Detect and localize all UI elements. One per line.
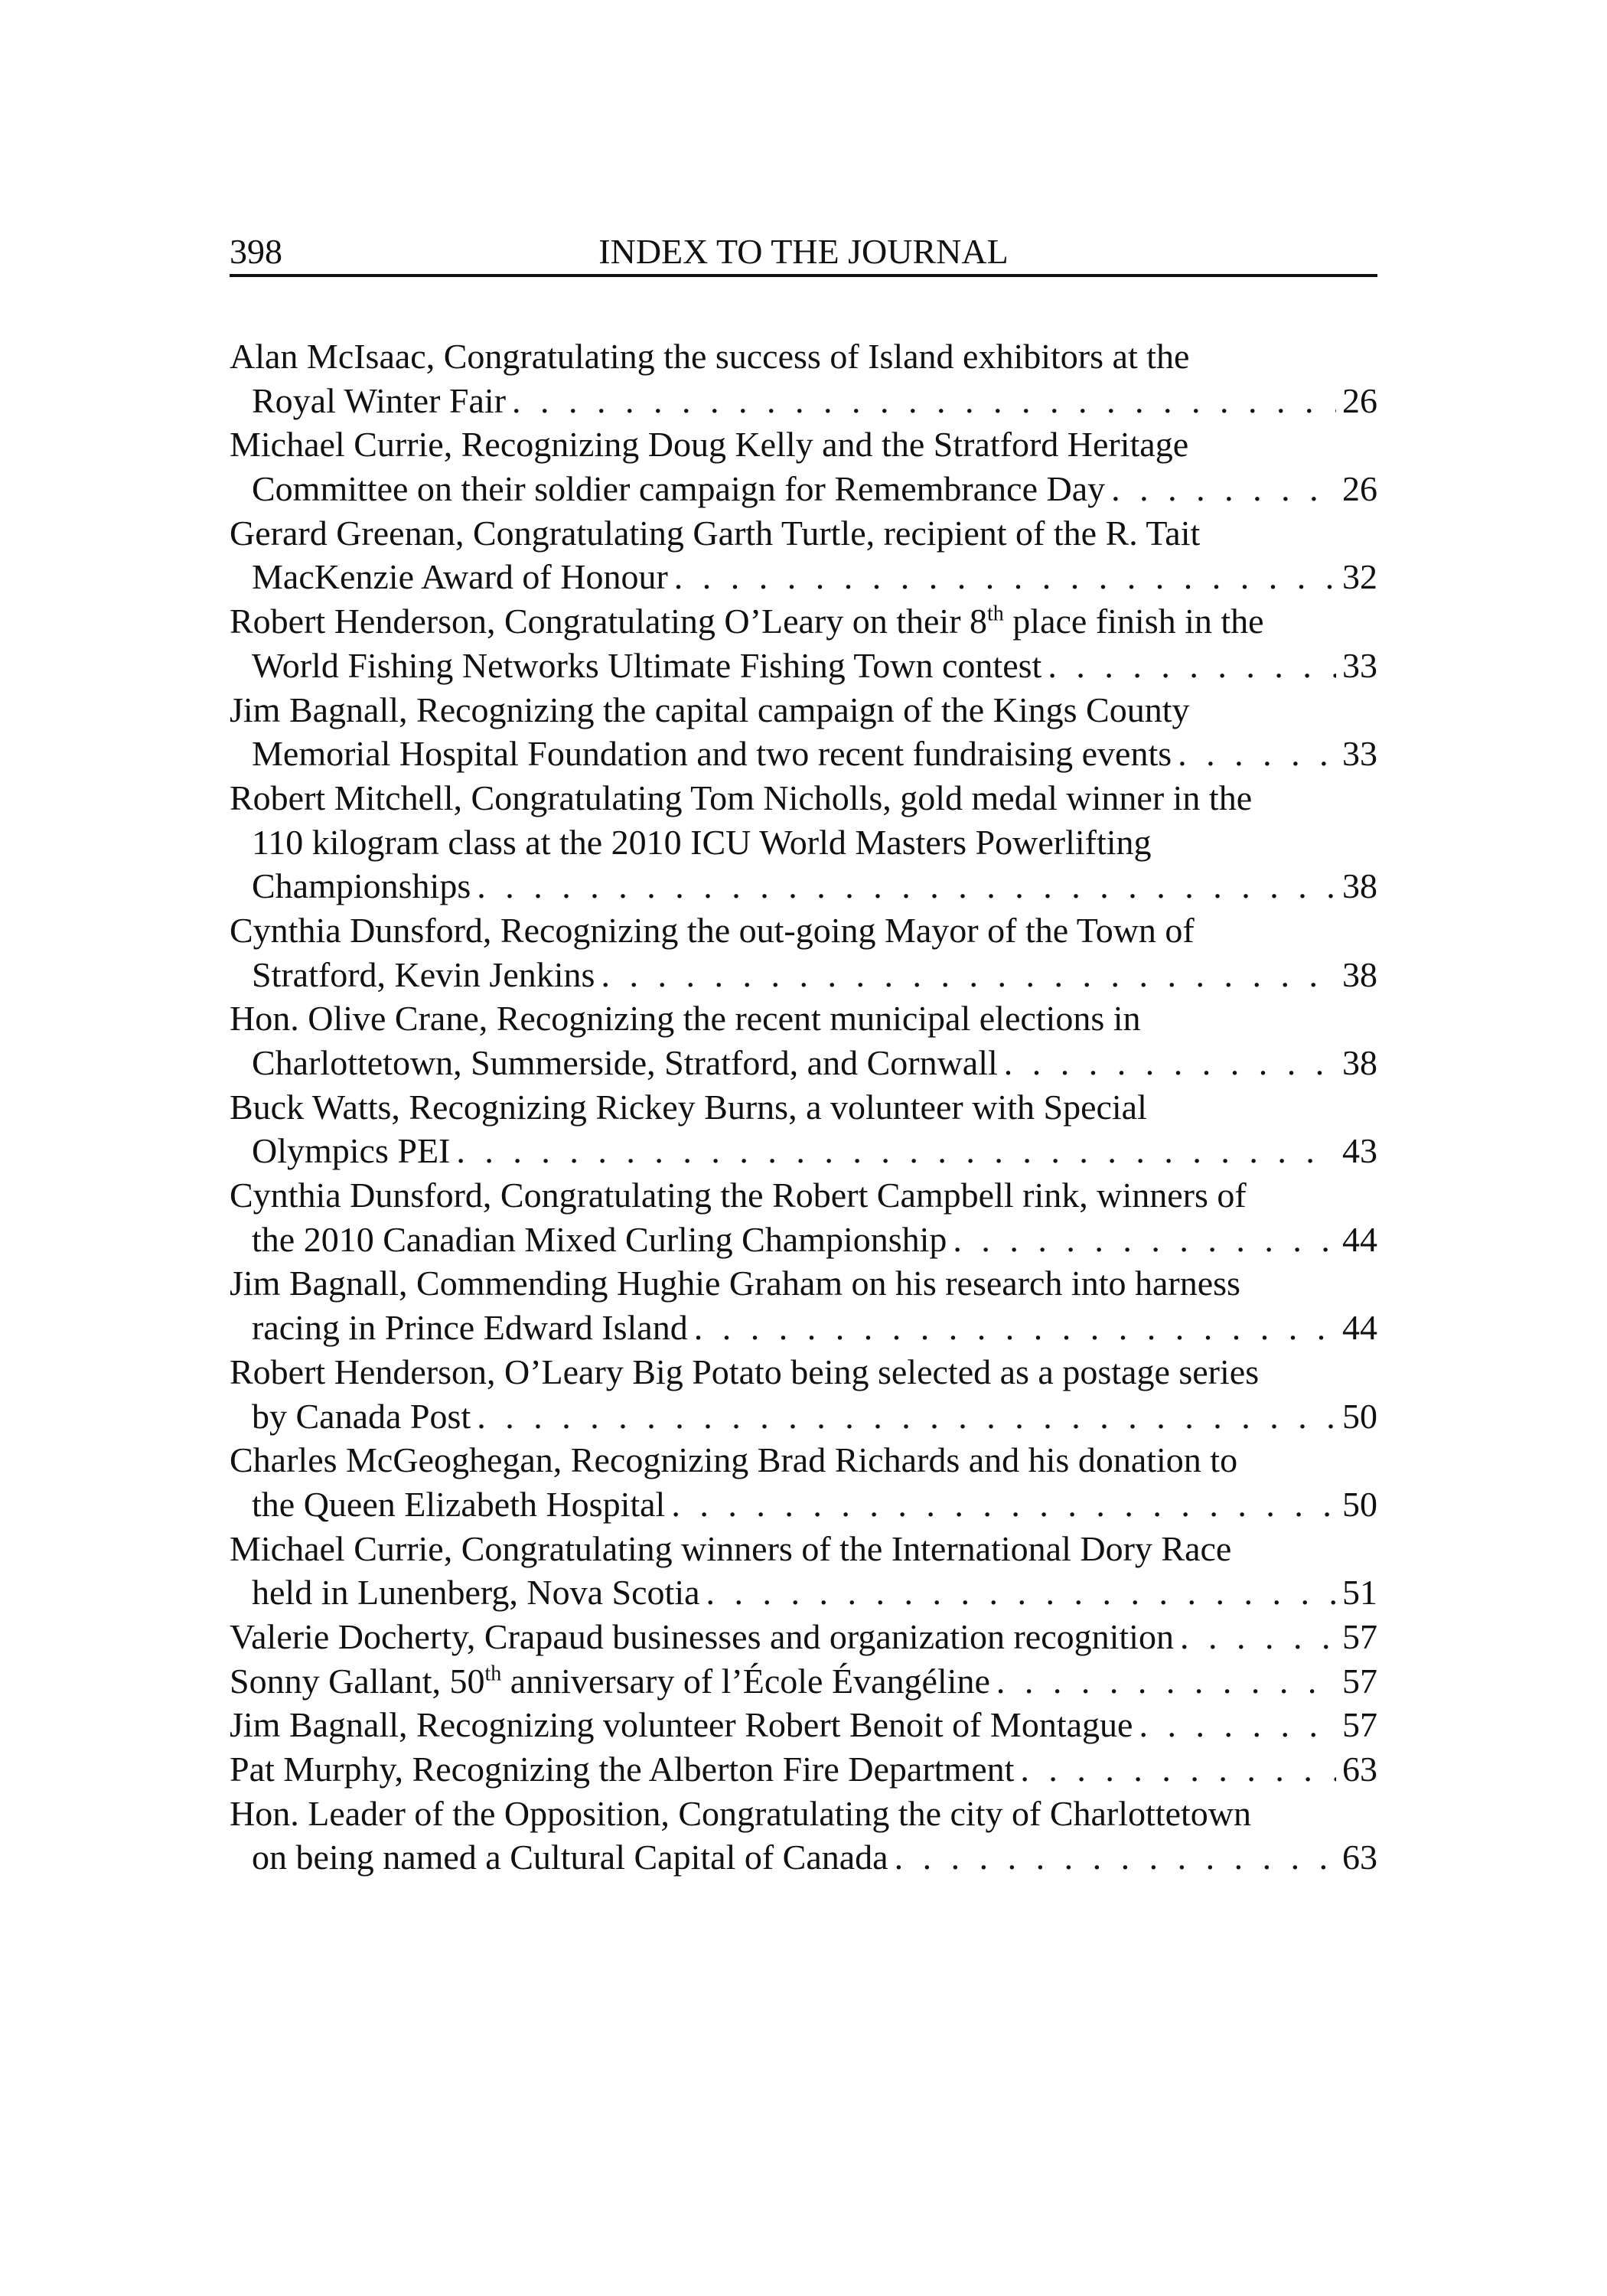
entry-final-line: [230, 1747, 1377, 1792]
entry-text-line: Valerie Docherty, Crapaud businesses and organization recognition: [230, 1616, 1174, 1656]
entry-text-line: by Canada Post: [252, 1396, 471, 1436]
entry-final-line: [230, 864, 1377, 908]
index-entry: [230, 1350, 1377, 1438]
page-reference: 33: [1342, 734, 1377, 774]
entry-text-line: Michael Currie, Recognizing Doug Kelly and the Stratford Heritage: [230, 425, 1189, 465]
dot-leader: [668, 555, 1336, 599]
dot-leader: [998, 1041, 1336, 1085]
index-entry: [230, 776, 1377, 908]
index-entry: [230, 1261, 1377, 1349]
index-entry: [230, 1747, 1377, 1792]
entry-final-line: [230, 379, 1377, 423]
entry-text-line: Stratford, Kevin Jenkins: [252, 954, 595, 994]
entry-text-line: Charlottetown, Summerside, Stratford, and Cornwall: [252, 1043, 998, 1082]
entry-text-line: Charles McGeoghegan, Recognizing Brad Richards and his donation to: [230, 1440, 1238, 1480]
dot-leader: [1172, 732, 1336, 776]
dot-leader: [1174, 1615, 1336, 1659]
entry-text-line: World Fishing Networks Ultimate Fishing Town contest: [252, 645, 1042, 685]
page-reference: 43: [1342, 1131, 1377, 1171]
page-reference: 50: [1342, 1484, 1377, 1524]
index-entry: [230, 688, 1377, 776]
entry-final-line: [230, 1570, 1377, 1615]
dot-leader: [688, 1306, 1336, 1350]
dot-leader: [888, 1835, 1336, 1880]
entry-text-line: racing in Prince Edward Island: [252, 1308, 688, 1348]
entry-final-line: [230, 1041, 1377, 1085]
superscript: th: [987, 602, 1004, 626]
dot-leader: [471, 864, 1336, 908]
entry-final-line: [230, 1482, 1377, 1527]
dot-leader: [665, 1482, 1336, 1527]
dot-leader: [595, 953, 1336, 997]
page-reference: 51: [1342, 1573, 1377, 1613]
page-reference: 50: [1342, 1396, 1377, 1436]
index-entry: [230, 1703, 1377, 1747]
page-reference: 32: [1342, 557, 1377, 597]
page-reference: 26: [1342, 469, 1377, 509]
index-entry: [230, 1792, 1377, 1880]
entry-final-line: [230, 732, 1377, 776]
dot-leader: [990, 1659, 1336, 1704]
text-fragment: anniversary of l’École Évangéline: [501, 1661, 990, 1701]
entry-final-line: [230, 953, 1377, 997]
entry-text-line: MacKenzie Award of Honour: [252, 557, 668, 597]
entry-text-line: Hon. Olive Crane, Recognizing the recent municipal elections in: [230, 999, 1141, 1039]
entry-final-line: [230, 1306, 1377, 1350]
dot-leader: [1133, 1703, 1336, 1747]
entry-final-line: [230, 1394, 1377, 1439]
index-entry: [230, 1085, 1377, 1173]
entry-final-line: [230, 1615, 1377, 1659]
entry-text-line: held in Lunenberg, Nova Scotia: [252, 1573, 700, 1613]
index-entry: [230, 334, 1377, 422]
entry-text-line: Committee on their soldier campaign for Remembrance Day: [252, 469, 1106, 509]
text-fragment: Sonny Gallant, 50: [230, 1661, 485, 1701]
dot-leader: [700, 1570, 1336, 1615]
dot-leader: [450, 1129, 1336, 1173]
dot-leader: [471, 1394, 1336, 1439]
entry-final-line: [230, 1703, 1377, 1747]
dot-leader: [947, 1218, 1336, 1262]
entry-final-line: [230, 555, 1377, 599]
text-fragment: Robert Henderson, Congratulating O’Leary on their 8: [230, 602, 988, 641]
index-entry: [230, 599, 1377, 687]
page-reference: 57: [1342, 1705, 1377, 1745]
index-entries: [230, 334, 1377, 1880]
entry-text-line: the 2010 Canadian Mixed Curling Championship: [252, 1219, 947, 1259]
dot-leader: [506, 379, 1336, 423]
entry-text-line: Hon. Leader of the Opposition, Congratulating the city of Charlottetown: [230, 1793, 1251, 1833]
page-reference: 38: [1342, 866, 1377, 906]
entry-text-line: the Queen Elizabeth Hospital: [252, 1484, 666, 1524]
entry-final-line: [230, 1835, 1377, 1880]
page-reference: 63: [1342, 1838, 1377, 1877]
running-title: INDEX TO THE JOURNAL: [598, 232, 1009, 271]
index-entry: [230, 996, 1377, 1084]
entry-text-line: 110 kilogram class at the 2010 ICU World Masters Powerlifting: [252, 822, 1152, 862]
page-reference: 44: [1342, 1308, 1377, 1348]
entry-text-line: Alan McIsaac, Congratulating the success of Island exhibitors at the: [230, 337, 1190, 376]
entry-text-line: Jim Bagnall, Commending Hughie Graham on his research into harness: [230, 1264, 1240, 1303]
entry-text-line: Gerard Greenan, Congratulating Garth Turtle, recipient of the R. Tait: [230, 513, 1201, 553]
entry-text-line: Buck Watts, Recognizing Rickey Burns, a volunteer with Special: [230, 1087, 1147, 1127]
page-reference: 57: [1342, 1661, 1377, 1701]
entry-text-line: Robert Henderson, O’Leary Big Potato being selected as a postage series: [230, 1352, 1260, 1391]
entry-text-line: Cynthia Dunsford, Recognizing the out-going Mayor of the Town of: [230, 910, 1195, 950]
entry-text-line: Jim Bagnall, Recognizing volunteer Robert Benoit of Montague: [230, 1705, 1133, 1745]
page-reference: 57: [1342, 1616, 1377, 1656]
dot-leader: [1041, 644, 1336, 688]
page-reference: 26: [1342, 380, 1377, 420]
entry-text-line: [230, 1659, 990, 1704]
entry-text-line: Cynthia Dunsford, Congratulating the Robert Campbell rink, winners of: [230, 1176, 1247, 1215]
index-entry: [230, 511, 1377, 599]
page-reference: 33: [1342, 645, 1377, 685]
entry-text-line: Olympics PEI: [252, 1131, 451, 1171]
dot-leader: [1105, 467, 1336, 511]
index-entry: [230, 1173, 1377, 1261]
index-entry: [230, 1659, 1377, 1704]
entry-text-line: Championships: [252, 866, 471, 906]
dot-leader: [1014, 1747, 1336, 1792]
entry-text-line: on being named a Cultural Capital of Canada: [252, 1838, 888, 1877]
entry-text-line: Memorial Hospital Foundation and two recent fundraising events: [252, 734, 1172, 774]
entry-final-line: [230, 1129, 1377, 1173]
entry-text-line: Michael Currie, Congratulating winners of the International Dory Race: [230, 1528, 1232, 1568]
page-reference: 38: [1342, 954, 1377, 994]
page-header: [230, 230, 1377, 277]
entry-text-line: Pat Murphy, Recognizing the Alberton Fire Department: [230, 1750, 1015, 1789]
entry-final-line: [230, 1218, 1377, 1262]
entry-final-line: [230, 644, 1377, 688]
index-entry: [230, 1438, 1377, 1526]
superscript: th: [484, 1662, 502, 1686]
entry-final-line: [230, 1659, 1377, 1704]
index-entry: [230, 1527, 1377, 1615]
page-reference: 63: [1342, 1750, 1377, 1789]
entry-final-line: [230, 467, 1377, 511]
entry-text-line: [230, 599, 1377, 644]
index-entry: [230, 908, 1377, 996]
page-reference: 44: [1342, 1219, 1377, 1259]
entry-text-line: Jim Bagnall, Recognizing the capital campaign of the Kings County: [230, 690, 1190, 729]
entry-text-line: Royal Winter Fair: [252, 380, 507, 420]
page-reference: 38: [1342, 1043, 1377, 1082]
page-number: 398: [230, 232, 282, 271]
index-entry: [230, 1615, 1377, 1659]
index-entry: [230, 422, 1377, 510]
entry-text-line: Robert Mitchell, Congratulating Tom Nicholls, gold medal winner in the: [230, 778, 1253, 817]
text-fragment: place finish in the: [1003, 602, 1264, 641]
